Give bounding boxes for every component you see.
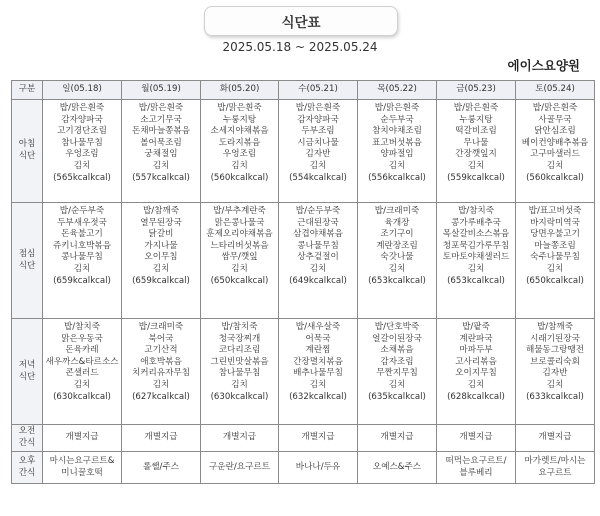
- menu-item: 간장깻잎지: [455, 149, 497, 160]
- menu-item: 김치: [152, 263, 170, 274]
- menu-item: 마가렛트/마시는: [524, 455, 586, 466]
- menu-item: 무나물: [463, 137, 489, 148]
- menu-item: (554kcalkcal): [289, 172, 347, 183]
- menu-item: (653kcalkcal): [447, 275, 505, 286]
- breakfast-row: [12, 100, 595, 203]
- menu-item: 육개장: [384, 217, 410, 228]
- menu-item: 밥/참깨죽: [536, 322, 574, 332]
- menu-item: 김치: [309, 160, 327, 171]
- breakfast-label: [12, 100, 43, 203]
- menu-item: 구운란/요구르트: [208, 461, 270, 472]
- menu-item: 느타리버섯볶음: [210, 240, 269, 251]
- menu-item: 밥/참치죽: [221, 322, 258, 332]
- menu-item: 계란장조림: [376, 240, 418, 251]
- menu-item: 근대된장국: [297, 217, 339, 228]
- menu-item: (630kcalkcal): [53, 391, 111, 402]
- menu-item: 열무된장국: [140, 217, 182, 228]
- date-range: 2025.05.18 ~ 2025.05.24: [222, 40, 378, 54]
- menu-item: 쌈무/깻잎: [221, 252, 258, 263]
- menu-item: 콩나물무침: [61, 252, 103, 263]
- menu-item: 돈채마늘쫑볶음: [131, 126, 191, 137]
- menu-item: 마시는요구르트&: [49, 455, 115, 466]
- menu-item: 밥/크래미죽: [374, 206, 420, 216]
- menu-item: 간장멸치볶음: [293, 356, 343, 367]
- menu-item: 밥/부추계란죽: [213, 206, 266, 216]
- menu-item: 오이지무침: [455, 368, 497, 379]
- day-header-fri: 금(05.23): [437, 81, 516, 100]
- menu-item: (630kcalkcal): [210, 391, 269, 402]
- menu-item: 숙갓나물: [380, 252, 414, 263]
- row-label-text: 식단: [18, 371, 36, 382]
- menu-item: 밥/참치죽: [457, 206, 495, 216]
- menu-item: 두부조림: [301, 126, 335, 137]
- menu-item: 밥/순두부죽: [59, 206, 105, 216]
- menu-item: 김치: [388, 263, 406, 274]
- afternoon-snack-cell-thu: [358, 452, 437, 484]
- dinner-cell-sun: [43, 319, 122, 425]
- lunch-cell-tue: [201, 203, 279, 319]
- menu-item: 떡갈비조림: [455, 126, 497, 137]
- lunch-cell-sun: [43, 203, 122, 319]
- menu-item: 밥/팥죽: [462, 322, 490, 332]
- breakfast-cell-sun: [43, 100, 122, 203]
- menu-item: 개별지급: [459, 432, 493, 443]
- menu-item: 감자조림: [380, 356, 414, 367]
- morning-snack-cell-fri: [437, 425, 516, 452]
- menu-item: 참나물무침: [218, 368, 261, 379]
- dinner-label: [12, 319, 43, 425]
- menu-item: 김치: [467, 379, 485, 390]
- morning-snack-row: [12, 425, 595, 452]
- menu-item: (628kcalkcal): [447, 391, 505, 402]
- menu-item: 숙주나물무침: [530, 252, 580, 263]
- row-label-text: 식단: [18, 260, 36, 271]
- dinner-cell-mon: [122, 319, 201, 425]
- table-header-row: [12, 81, 595, 100]
- morning-snack-label: [12, 425, 43, 452]
- dinner-row: [12, 319, 595, 425]
- lunch-cell-thu: [358, 203, 437, 319]
- menu-item: (632kcalkcal): [289, 391, 347, 402]
- menu-item: (635kcalkcal): [368, 391, 426, 402]
- menu-item: (659kcalkcal): [53, 275, 111, 286]
- menu-item: 베이컨양배추볶음: [521, 137, 589, 148]
- breakfast-cell-wed: [279, 100, 358, 203]
- menu-item: 밥/맑은흰죽: [138, 103, 184, 113]
- day-header-sun: 일(05.18): [43, 81, 122, 100]
- morning-snack-cell-thu: [358, 425, 437, 452]
- menu-item: 양파절임: [380, 149, 414, 160]
- menu-item: 김치: [152, 379, 170, 390]
- morning-snack-cell-sun: [43, 425, 122, 452]
- day-header-thu: 목(05.22): [358, 81, 437, 100]
- menu-item: 누룽지탕: [459, 114, 493, 125]
- menu-item: 맑은우동국: [61, 333, 103, 344]
- lunch-cell-fri: [437, 203, 516, 319]
- menu-item: (633kcalkcal): [526, 391, 584, 402]
- menu-item: 밥/맑은흰죽: [532, 103, 578, 113]
- dinner-cell-tue: [201, 319, 279, 425]
- row-label-text: 점심: [18, 248, 36, 259]
- afternoon-snack-label: [12, 452, 43, 484]
- row-label-text: 간식: [18, 467, 36, 478]
- menu-item: 얼갈이된장국: [372, 333, 422, 344]
- menu-item: 개별지급: [538, 432, 572, 443]
- morning-snack-cell-tue: [201, 425, 279, 452]
- menu-item: 어묵국: [305, 333, 331, 344]
- menu-item: 고기경단조림: [57, 126, 107, 137]
- menu-item: 계란파국: [459, 333, 493, 344]
- menu-item: (627kcalkcal): [132, 391, 190, 402]
- breakfast-cell-sat: [516, 100, 595, 203]
- menu-item: 개별지급: [380, 432, 414, 443]
- menu-item: 닭갈비: [148, 229, 174, 240]
- menu-item: 소세지야채볶음: [210, 126, 269, 137]
- menu-item: 오이무침: [144, 252, 178, 263]
- menu-item: 토마토야채샐러드: [442, 252, 510, 263]
- menu-item: 당면우불고기: [530, 229, 580, 240]
- menu-item: 소채볶음: [380, 345, 414, 356]
- menu-item: 고기산적: [144, 345, 178, 356]
- lunch-label: [12, 203, 43, 319]
- menu-item: 밥/단호박죽: [374, 322, 420, 332]
- dinner-cell-thu: [358, 319, 437, 425]
- menu-item: 밥/표고버섯죽: [528, 206, 582, 216]
- menu-item: 김치: [388, 379, 406, 390]
- menu-item: 참나물무침: [61, 137, 103, 148]
- day-header-mon: 월(05.19): [122, 81, 201, 100]
- menu-item: 김치: [467, 160, 485, 171]
- menu-item: (650kcalkcal): [210, 275, 269, 286]
- menu-item: 소고기무국: [140, 114, 182, 125]
- menu-item: 김치: [231, 160, 248, 171]
- menu-item: 김치: [73, 160, 91, 171]
- menu-item: 바나나/두유: [295, 461, 341, 472]
- menu-item: 사골무국: [538, 114, 572, 125]
- breakfast-cell-tue: [201, 100, 279, 203]
- afternoon-snack-cell-wed: [279, 452, 358, 484]
- page-title: 식단표: [204, 6, 398, 36]
- row-label-text: 간식: [18, 438, 36, 448]
- menu-item: 배추나물무침: [293, 368, 343, 379]
- menu-item: 김치: [152, 160, 170, 171]
- menu-item: (560kcalkcal): [210, 172, 269, 183]
- menu-item: 밥/맑은흰죽: [453, 103, 499, 113]
- menu-item: 김치: [309, 379, 327, 390]
- menu-item: 훈제오리야채볶음: [206, 229, 273, 240]
- menu-item: 개별지급: [222, 432, 257, 443]
- menu-item: 블루베리: [459, 467, 493, 478]
- menu-item: 고구마샐러드: [530, 149, 580, 160]
- menu-item: 도라지볶음: [218, 137, 261, 148]
- menu-item: 밥/맑은흰죽: [295, 103, 341, 113]
- menu-item: 마파두부: [459, 345, 493, 356]
- menu-item: 청국장찌개: [218, 333, 261, 344]
- row-label-text: 오전: [18, 426, 36, 437]
- menu-item: 조기구이: [380, 229, 414, 240]
- menu-item: 브로콜리숙회: [530, 356, 580, 367]
- menu-item: 무짠지무침: [376, 368, 418, 379]
- menu-item: 쥬키니호박볶음: [52, 240, 112, 251]
- menu-item: 볼어묵조림: [140, 137, 182, 148]
- menu-item: 김치: [73, 379, 91, 390]
- menu-item: (556kcalkcal): [368, 172, 426, 183]
- menu-item: 돈육카레: [65, 345, 99, 356]
- menu-item: 두부새우젓국: [57, 217, 107, 228]
- day-header-sat: 토(05.24): [516, 81, 595, 100]
- menu-item: 순두부국: [380, 114, 414, 125]
- lunch-cell-mon: [122, 203, 201, 319]
- morning-snack-cell-sat: [516, 425, 595, 452]
- menu-item: (560kcalkcal): [526, 172, 584, 183]
- menu-item: 바지락미역국: [530, 217, 580, 228]
- menu-item: 밥/맑은흰죽: [374, 103, 420, 113]
- menu-item: 고사리볶음: [455, 356, 497, 367]
- menu-item: 개별지급: [65, 432, 99, 443]
- afternoon-snack-cell-sun: [43, 452, 122, 484]
- lunch-cell-wed: [279, 203, 358, 319]
- menu-item: 김치: [309, 263, 327, 274]
- menu-item: 그린빈맛살볶음: [210, 356, 269, 367]
- menu-item: 김치: [546, 379, 564, 390]
- menu-item: 요구르트: [538, 467, 572, 478]
- afternoon-snack-cell-sat: [516, 452, 595, 484]
- menu-item: 밥/새우살죽: [295, 322, 341, 332]
- menu-item: (565kcalkcal): [53, 172, 111, 183]
- menu-item: 개별지급: [301, 432, 335, 443]
- menu-item: 김치: [388, 160, 406, 171]
- menu-item: 해물동그랑땡전: [525, 345, 585, 356]
- menu-item: 계란찜: [305, 345, 331, 356]
- menu-item: 마늘쫑조림: [534, 240, 576, 251]
- menu-item: 롤쌜/주스: [142, 461, 180, 472]
- menu-item: 애호박볶음: [140, 356, 182, 367]
- afternoon-snack-row: [12, 452, 595, 484]
- row-label-text: 오후: [18, 455, 36, 466]
- menu-item: 시래기된장국: [530, 333, 580, 344]
- menu-item: 새우까스&타르소스: [45, 356, 119, 367]
- menu-item: 김자반: [542, 368, 568, 379]
- menu-item: 김치: [231, 263, 248, 274]
- menu-item: 밥/맑은흰죽: [59, 103, 105, 113]
- breakfast-cell-mon: [122, 100, 201, 203]
- day-header-tue: 화(05.20): [201, 81, 279, 100]
- morning-snack-cell-wed: [279, 425, 358, 452]
- menu-item: 닭안심조림: [534, 126, 576, 137]
- afternoon-snack-cell-tue: [201, 452, 279, 484]
- day-header-wed: 수(05.21): [279, 81, 358, 100]
- menu-item: 코다리조림: [218, 345, 261, 356]
- menu-item: 삼겹야채볶음: [293, 229, 343, 240]
- menu-item: 밥/참깨죽: [142, 206, 180, 216]
- row-label-text: 저녁: [18, 359, 36, 370]
- menu-item: (559kcalkcal): [447, 172, 505, 183]
- menu-item: 우엉조림: [65, 149, 99, 160]
- menu-item: 청포묵김가루무침: [442, 240, 510, 251]
- dinner-cell-wed: [279, 319, 358, 425]
- menu-item: 김치: [73, 263, 91, 274]
- corner-header: 구분: [12, 81, 43, 100]
- menu-item: 맑은콩나물국: [214, 217, 265, 228]
- menu-item: 상추겉절이: [297, 252, 339, 263]
- menu-item: 콩나물무침: [297, 240, 339, 251]
- organization-name: 에이스요양원: [507, 58, 580, 73]
- menu-item: (649kcalkcal): [289, 275, 347, 286]
- menu-item: 오예스&주스: [372, 461, 422, 472]
- menu-item: 궁채절임: [144, 149, 178, 160]
- row-label-text: 아침: [18, 139, 36, 150]
- menu-item: 누룽지탕: [222, 114, 257, 125]
- menu-item: 김치: [231, 379, 248, 390]
- menu-item: 김치: [546, 160, 564, 171]
- menu-item: 개별지급: [144, 432, 178, 443]
- menu-item: 김치: [467, 263, 485, 274]
- menu-item: 미니꿀호떡: [61, 467, 103, 478]
- menu-item: (650kcalkcal): [526, 275, 584, 286]
- menu-item: 돈육불고기: [61, 229, 103, 240]
- breakfast-cell-fri: [437, 100, 516, 203]
- lunch-row: [12, 203, 595, 319]
- menu-body: [12, 100, 595, 484]
- menu-item: 북어국: [148, 333, 174, 344]
- menu-item: 김자반: [305, 149, 331, 160]
- menu-item: (557kcalkcal): [132, 172, 190, 183]
- menu-item: (653kcalkcal): [368, 275, 426, 286]
- menu-item: 가지나물: [144, 240, 178, 251]
- menu-item: 밥/맑은흰죽: [217, 103, 262, 113]
- breakfast-cell-thu: [358, 100, 437, 203]
- menu-item: 콘샐러드: [65, 368, 99, 379]
- dinner-cell-sat: [516, 319, 595, 425]
- menu-item: 김치: [546, 263, 564, 274]
- menu-item: 치커리유자무침: [131, 368, 191, 379]
- afternoon-snack-cell-fri: [437, 452, 516, 484]
- menu-item: 감자양파국: [61, 114, 103, 125]
- menu-item: 밥/참치죽: [63, 322, 101, 332]
- menu-item: 감자양파국: [297, 114, 339, 125]
- dinner-cell-fri: [437, 319, 516, 425]
- weekly-menu-table: [11, 80, 595, 484]
- menu-item: 밥/크래미죽: [138, 322, 184, 332]
- menu-item: 우엉조림: [222, 149, 257, 160]
- afternoon-snack-cell-mon: [122, 452, 201, 484]
- menu-item: 콩가루배추국: [451, 217, 501, 228]
- row-label-text: 식단: [18, 151, 36, 161]
- menu-item: (659kcalkcal): [132, 275, 190, 286]
- menu-item: 시금치나물: [297, 137, 339, 148]
- menu-item: 표고버섯볶음: [372, 137, 422, 148]
- menu-item: 떠먹는요구르트/: [445, 455, 507, 466]
- lunch-cell-sat: [516, 203, 595, 319]
- menu-item: 참치야채조림: [372, 126, 422, 137]
- morning-snack-cell-mon: [122, 425, 201, 452]
- menu-item: 밥/순두부죽: [295, 206, 341, 216]
- menu-item: 목살갈비소스볶음: [442, 229, 510, 240]
